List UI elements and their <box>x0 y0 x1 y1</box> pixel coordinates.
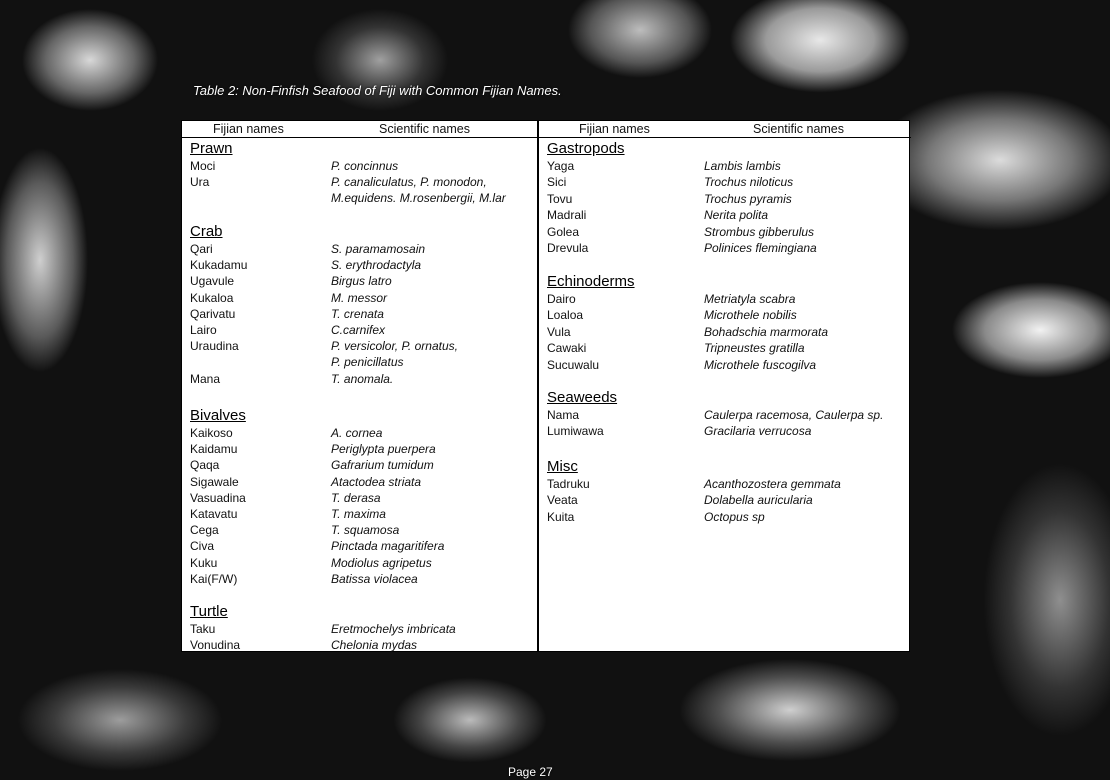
scientific-name: Acanthozostera gemmata <box>704 477 841 491</box>
scientific-name: Lambis lambis <box>704 159 781 173</box>
section-heading-prawn: Prawn <box>190 140 233 157</box>
fijian-name: Qaqa <box>190 458 220 473</box>
section-heading-turtle: Turtle <box>190 603 228 620</box>
header-right-fijian: Fijian names <box>579 122 650 136</box>
scientific-name: Tripneustes gratilla <box>704 341 805 356</box>
scientific-name: S. erythrodactyla <box>331 258 422 273</box>
header-underline-left <box>182 137 537 138</box>
fijian-name: Drevula <box>547 241 589 255</box>
scientific-name: Nerita polita <box>704 208 769 223</box>
fijian-name: Kuita <box>547 509 575 524</box>
scientific-name: T. squamosa <box>331 523 400 538</box>
fijian-name: Madrali <box>547 208 587 223</box>
section-heading-seaweeds: Seaweeds <box>547 389 618 406</box>
fijian-name: Lumiwawa <box>547 424 604 439</box>
scientific-name: T. anomala. <box>331 371 394 386</box>
fijian-name: Sici <box>547 175 567 190</box>
section-heading-gastropods: Gastropods <box>547 140 625 157</box>
scientific-name: T. crenata <box>331 306 384 321</box>
fijian-name: Lairo <box>190 323 217 337</box>
fijian-name: Loaloa <box>547 308 584 323</box>
fijian-name: Yaga <box>547 159 575 173</box>
column-divider <box>537 121 539 651</box>
fijian-name: Kukaloa <box>190 290 234 305</box>
scientific-name: P. concinnus <box>331 159 399 173</box>
scientific-name: T. maxima <box>331 507 386 521</box>
scientific-name: Trochus pyramis <box>704 191 792 206</box>
fijian-name: Cawaki <box>547 341 587 356</box>
scientific-name: Trochus niloticus <box>704 175 794 190</box>
section-heading-crab: Crab <box>190 223 223 240</box>
scientific-name: Metriatyla scabra <box>704 292 796 306</box>
fijian-name: Kai(F/W) <box>190 571 238 586</box>
scientific-name: Eretmochelys imbricata <box>331 622 456 636</box>
seafood-table <box>181 120 910 652</box>
scientific-name: Periglypta puerpera <box>331 442 436 457</box>
header-left-scientific: Scientific names <box>379 122 471 136</box>
fijian-name: Moci <box>190 159 216 173</box>
fijian-name: Dairo <box>547 292 576 306</box>
fijian-name: Kaidamu <box>190 442 238 457</box>
fijian-name: Sucuwalu <box>547 357 600 372</box>
fijian-name: Golea <box>547 224 580 239</box>
fijian-name: Katavatu <box>190 507 238 521</box>
section-heading-misc: Misc <box>547 458 578 475</box>
scientific-name: Bohadschia marmorata <box>704 324 829 339</box>
scientific-name: Microthele fuscogilva <box>704 357 817 372</box>
fijian-name: Mana <box>190 371 221 386</box>
header-underline-right <box>539 137 911 138</box>
section-heading-echinoderms: Echinoderms <box>547 273 635 290</box>
scientific-name: M. messor <box>331 290 388 305</box>
scientific-name: Gafrarium tumidum <box>331 458 434 473</box>
scientific-name: M.equidens. M.rosenbergii, M.lar <box>331 191 506 206</box>
fijian-name: Vasuadina <box>190 490 246 505</box>
fijian-name: Uraudina <box>190 339 239 354</box>
scientific-name: C.carnifex <box>331 323 386 337</box>
fijian-name: Cega <box>190 523 219 538</box>
scientific-name: Gracilaria verrucosa <box>704 424 812 439</box>
page-title: Table 2: Non-Finfish Seafood of Fiji with Common Fijian Names. <box>193 83 562 98</box>
fijian-name: Qari <box>190 242 213 256</box>
header-right-scientific: Scientific names <box>753 122 845 136</box>
scientific-name: P. penicillatus <box>331 355 404 370</box>
scientific-name: Dolabella auricularia <box>704 493 813 508</box>
scientific-name: S. paramamosain <box>331 242 426 256</box>
fijian-name: Kuku <box>190 555 218 570</box>
fijian-name: Veata <box>547 493 578 508</box>
scientific-name: A. cornea <box>331 426 383 440</box>
fijian-name: Kukadamu <box>190 258 248 273</box>
fijian-name: Kaikoso <box>190 426 233 440</box>
scientific-name: Batissa violacea <box>331 571 418 586</box>
fijian-name: Taku <box>190 622 216 636</box>
fijian-name: Civa <box>190 539 215 554</box>
header-left-fijian: Fijian names <box>213 122 284 136</box>
fijian-name: Tadruku <box>547 477 590 491</box>
scientific-name: Octopus sp <box>704 509 765 524</box>
scientific-name: Atactodea striata <box>331 474 422 489</box>
scientific-name: Strombus gibberulus <box>704 224 815 239</box>
section-heading-bivalves: Bivalves <box>190 407 246 424</box>
scientific-name: Pinctada magaritifera <box>331 539 445 554</box>
scientific-name: Chelonia mydas <box>331 638 418 653</box>
fijian-name: Sigawale <box>190 474 239 489</box>
scientific-name: P. canaliculatus, P. monodon, <box>331 175 487 190</box>
scientific-name: Caulerpa racemosa, Caulerpa sp. <box>704 408 884 422</box>
fijian-name: Vonudina <box>190 638 241 653</box>
page-number: Page 27 <box>508 765 553 779</box>
scientific-name: P. versicolor, P. ornatus, <box>331 339 458 354</box>
fijian-name: Ugavule <box>190 274 235 289</box>
scientific-name: Microthele nobilis <box>704 308 797 323</box>
scientific-name: Modiolus agripetus <box>331 555 432 570</box>
fijian-name: Tovu <box>547 191 573 206</box>
fijian-name: Ura <box>190 175 210 190</box>
fijian-name: Nama <box>547 408 580 422</box>
scientific-name: T. derasa <box>331 490 381 505</box>
fijian-name: Vula <box>547 324 571 339</box>
scientific-name: Polinices flemingiana <box>704 241 817 255</box>
scientific-name: Birgus latro <box>331 274 392 289</box>
fijian-name: Qarivatu <box>190 306 236 321</box>
